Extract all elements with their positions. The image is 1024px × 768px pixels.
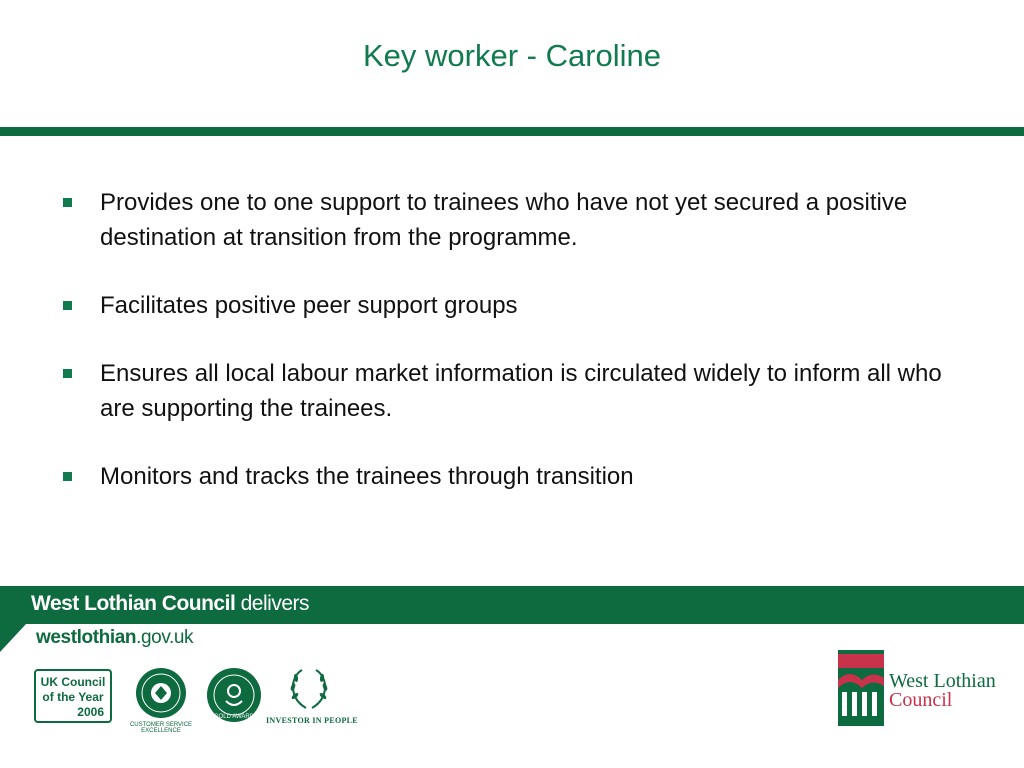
charter-mark-seal-icon bbox=[135, 667, 187, 719]
gold-award-caption: GOLD AWARD bbox=[213, 714, 255, 720]
banner-text bbox=[31, 592, 309, 616]
site-bold: westlothian bbox=[36, 627, 137, 648]
bullet-square-icon bbox=[63, 198, 72, 207]
bullet-square-icon bbox=[63, 301, 72, 310]
bullet-text: Facilitates positive peer support groups bbox=[100, 292, 518, 319]
site-light: .gov.uk bbox=[136, 627, 194, 648]
website-link[interactable] bbox=[36, 627, 193, 649]
footer-banner bbox=[0, 586, 1024, 624]
logo-line1: West Lothian bbox=[889, 670, 996, 692]
award-line1: UK Council bbox=[40, 675, 106, 689]
wlc-logo-text bbox=[889, 672, 996, 710]
logo-line2: Council bbox=[889, 689, 953, 711]
bullet-text: Ensures all local labour market information is circulated widely to inform all who are supporting the trainees. bbox=[100, 360, 942, 422]
bullet-text: Provides one to one support to trainees who have not yet secured a positive destination at transition from the programme. bbox=[100, 189, 908, 251]
bullet-text: Monitors and tracks the trainees through transition bbox=[100, 463, 634, 490]
banner-light: delivers bbox=[240, 592, 309, 615]
bullet-square-icon bbox=[63, 472, 72, 481]
award-line3: 2006 bbox=[77, 705, 104, 719]
bullet-item bbox=[62, 356, 982, 426]
bullet-item bbox=[62, 459, 982, 494]
banner-tail bbox=[0, 624, 26, 652]
bullet-square-icon bbox=[63, 369, 72, 378]
investor-in-people-laurel-icon bbox=[286, 666, 332, 712]
iip-caption: INVESTOR IN PEOPLE bbox=[266, 716, 358, 725]
bullet-list bbox=[62, 185, 982, 527]
banner-bold: West Lothian Council bbox=[31, 592, 236, 615]
bullet-item bbox=[62, 185, 982, 255]
header-rule bbox=[0, 127, 1024, 136]
charter-mark-caption: CUSTOMER SERVICE EXCELLENCE bbox=[129, 722, 193, 734]
award-line2: of the Year bbox=[42, 690, 104, 704]
west-lothian-council-crest-icon bbox=[838, 650, 884, 726]
slide-title: Key worker - Caroline bbox=[362, 38, 662, 73]
uk-council-award-badge bbox=[34, 669, 112, 723]
bullet-item bbox=[62, 288, 982, 323]
